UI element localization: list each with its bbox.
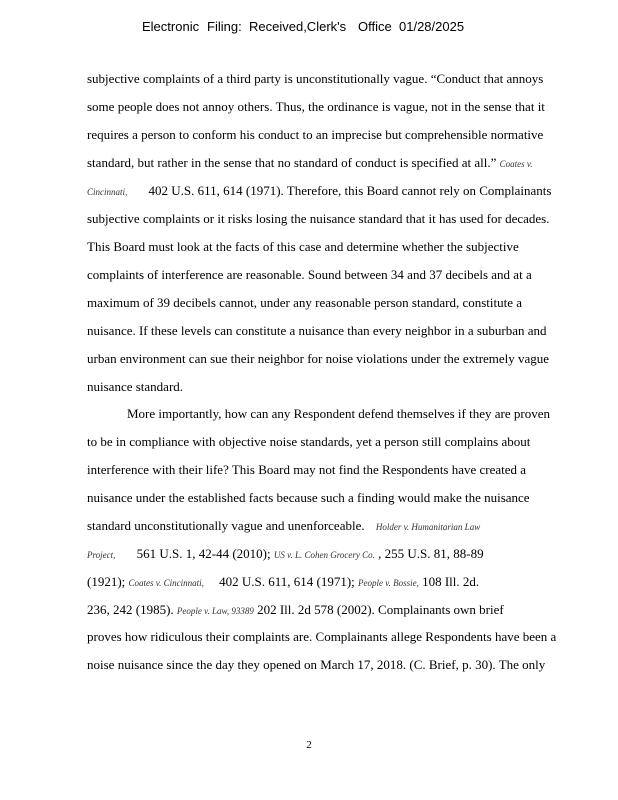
citation-small: Coates v. [499, 159, 533, 169]
body-line: proves how ridiculous their complaints are. Complainants allege Respondents have been a [87, 629, 557, 644]
citation-small: Holder v. Humanitarian Law [375, 522, 481, 532]
body-text: (1921); [87, 574, 126, 589]
body-line: some people does not annoy others. Thus, the ordinance is vague, not in the sense that it [87, 99, 545, 114]
body-text: standard unconstitutionally vague and unenforceable. [87, 518, 365, 533]
body-line: interference with their life? This Board may not find the Respondents have created a [87, 462, 527, 477]
citation-small: Project, [87, 550, 116, 560]
body-line: nuisance. If these levels can constitute a nuisance than every neighbor in a suburban and [87, 323, 547, 338]
body-line: subjective complaints of a third party is unconstitutionally vague. “Conduct that annoys [87, 71, 544, 86]
body-text: , 255 U.S. 81, 88-89 [378, 546, 484, 561]
body-text: 561 U.S. 1, 42-44 (2010); [136, 546, 271, 561]
body-line [87, 574, 578, 591]
body-text: 236, 242 (1985). [87, 602, 174, 617]
citation-small: Coates v. Cincinnati, [128, 578, 204, 588]
body-line [87, 518, 578, 535]
body-line: to be in compliance with objective noise standards, yet a person still complains about [87, 434, 531, 449]
body-text: 108 Ill. 2d. [422, 574, 480, 589]
header-electronic: Electronic [142, 19, 200, 34]
body-text: 402 U.S. 611, 614 (1971); [219, 574, 355, 589]
body-line: maximum of 39 decibels cannot, under any reasonable person standard, constitute a [87, 295, 523, 310]
body-line: complaints of interference are reasonable. Sound between 34 and 37 decibels and at a [87, 267, 532, 282]
body-line: noise nuisance since the day they opened on March 17, 2018. (C. Brief, p. 30). The only [87, 657, 546, 672]
body-line: nuisance standard. [87, 379, 184, 394]
body-text: 202 Ill. 2d 578 (2002). Complainants own brief [257, 602, 504, 617]
body-line [87, 546, 578, 563]
body-line: More importantly, how can any Respondent defend themselves if they are proven [127, 406, 550, 421]
citation-small: People v. Law, 93389 [176, 606, 254, 616]
header-date: 01/28/2025 [399, 19, 465, 34]
body-text: 402 U.S. 611, 614 (1971). Therefore, this Board cannot rely on Complainants [148, 183, 552, 198]
body-line: requires a person to conform his conduct to an imprecise but comprehensible normative [87, 127, 544, 142]
body-line: urban environment can sue their neighbor for noise violations under the extremely vague [87, 351, 550, 366]
body-line [87, 183, 578, 200]
body-line [87, 602, 578, 619]
page-number: 2 [306, 739, 312, 751]
body-line [87, 155, 578, 172]
body-line: This Board must look at the facts of this case and determine whether the subjective [87, 239, 519, 254]
citation-small: People v. Bossie, [358, 578, 419, 588]
citation-small: US v. L. Cohen Grocery Co. [273, 550, 375, 560]
body-text: standard, but rather in the sense that no standard of conduct is specified at all.” [87, 155, 497, 170]
body-line: subjective complaints or it risks losing the nuisance standard that it has used for decades. [87, 211, 550, 226]
body-line: nuisance under the established facts because such a finding would make the nuisance [87, 490, 530, 505]
citation-small: Cincinnati, [87, 187, 128, 197]
header-received: Received,Clerk's [249, 19, 347, 34]
header-office: Office [358, 19, 392, 34]
header-filing: Filing: [207, 19, 242, 34]
